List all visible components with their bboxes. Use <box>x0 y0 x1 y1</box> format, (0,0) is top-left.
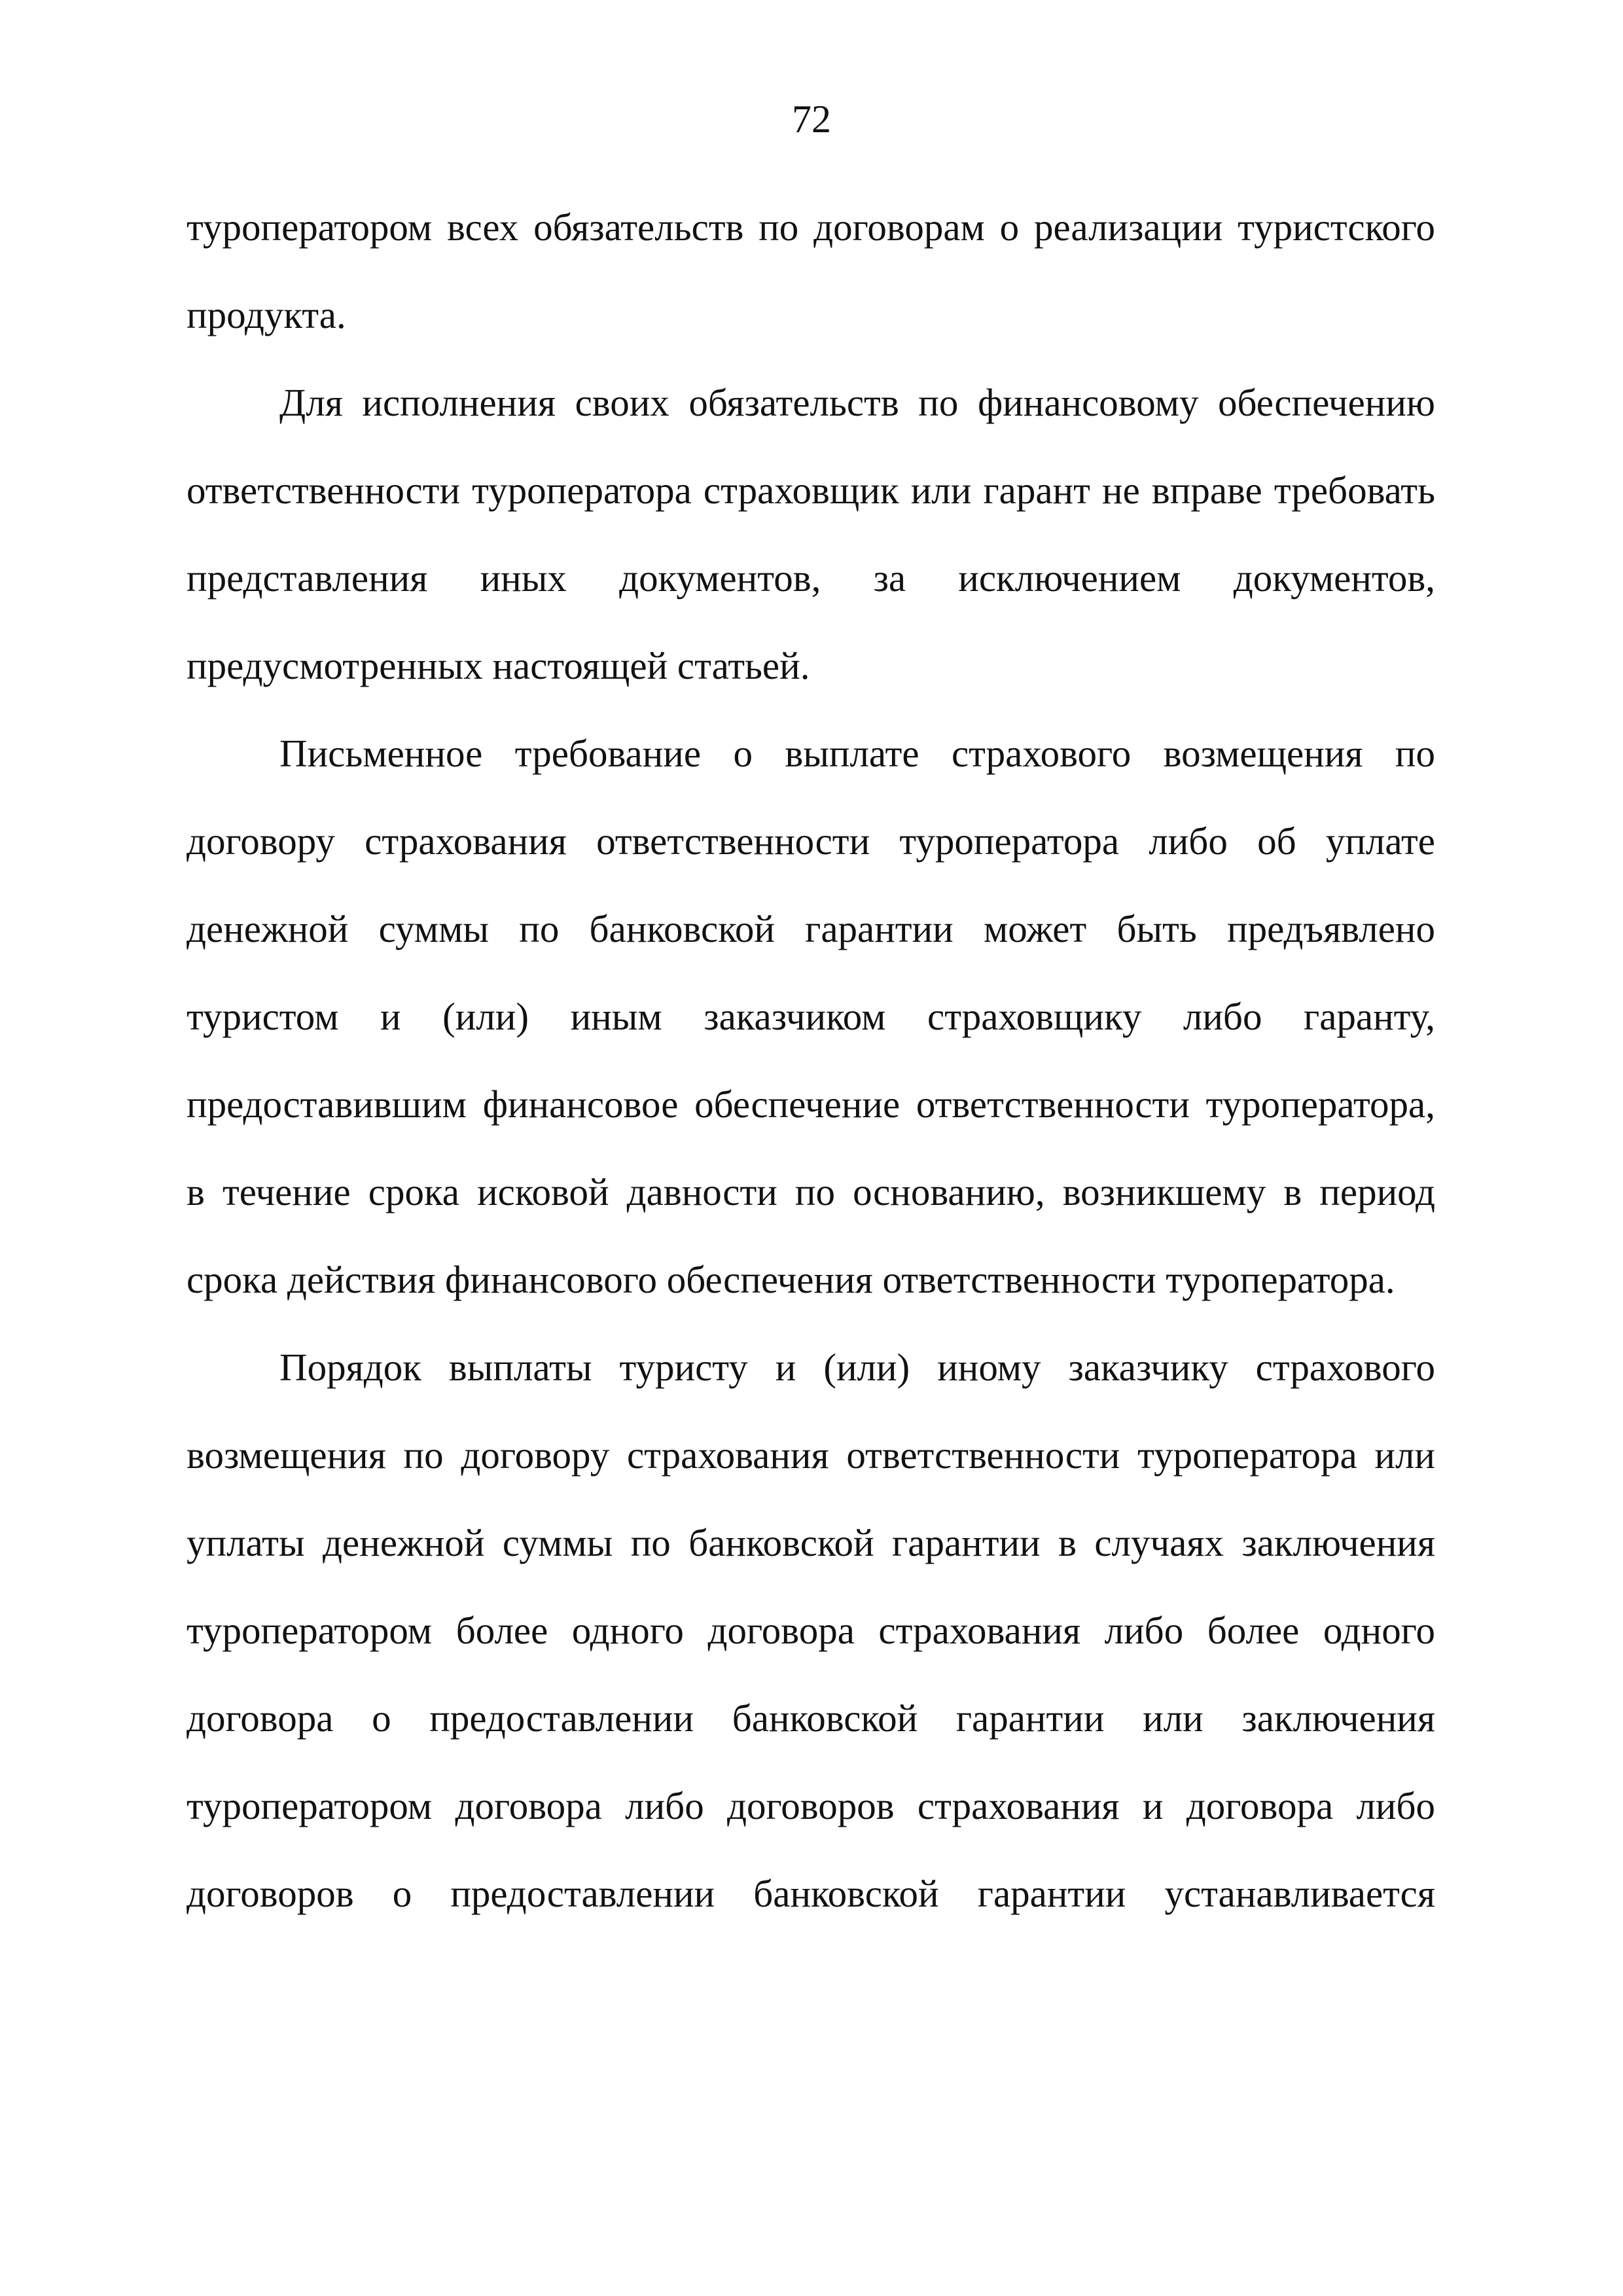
text-line: туристом и (или) иным заказчиком страховщику либо гаранту, <box>187 995 1435 1038</box>
text-line: Для исполнения своих обязательств по финансовому обеспечению <box>279 381 1435 424</box>
text-line: Порядок выплаты туристу и (или) иному заказчику страхового <box>279 1346 1435 1389</box>
text-line: Письменное требование о выплате страхового возмещения по <box>279 732 1435 775</box>
text-line: продукта. <box>187 293 346 336</box>
text-line: срока действия финансового обеспечения ответственности туроператора. <box>187 1258 1395 1301</box>
text-line: туроператором более одного договора страхования либо более одного <box>187 1609 1435 1652</box>
page-number: 72 <box>792 98 831 141</box>
text-line: уплаты денежной суммы по банковской гарантии в случаях заключения <box>187 1521 1435 1564</box>
paragraph-4 <box>187 1323 1435 1937</box>
text-line: ответственности туроператора страховщик или гарант не вправе требовать <box>187 469 1435 512</box>
text-line: договоров о предоставлении банковской гарантии устанавливается <box>187 1872 1435 1915</box>
text-line: представления иных документов, за исключением документов, <box>187 556 1435 600</box>
paragraph-1 <box>187 183 1435 359</box>
text-line: договора о предоставлении банковской гарантии или заключения <box>187 1696 1435 1740</box>
text-line: договору страхования ответственности туроператора либо об уплате <box>187 819 1435 863</box>
text-line: денежной суммы по банковской гарантии может быть предъявлено <box>187 907 1435 950</box>
text-line: в течение срока исковой давности по основанию, возникшему в период <box>187 1170 1435 1213</box>
text-line: туроператором всех обязательств по договорам о реализации туристского <box>187 206 1435 249</box>
body-text <box>187 183 1435 1937</box>
text-line: предоставившим финансовое обеспечение ответственности туроператора, <box>187 1083 1435 1126</box>
text-line: туроператором договора либо договоров страхования и договора либо <box>187 1784 1435 1827</box>
paragraph-2 <box>187 359 1435 709</box>
paragraph-3 <box>187 709 1435 1323</box>
text-line: предусмотренных настоящей статьей. <box>187 644 810 687</box>
text-line: возмещения по договору страхования ответственности туроператора или <box>187 1433 1435 1477</box>
